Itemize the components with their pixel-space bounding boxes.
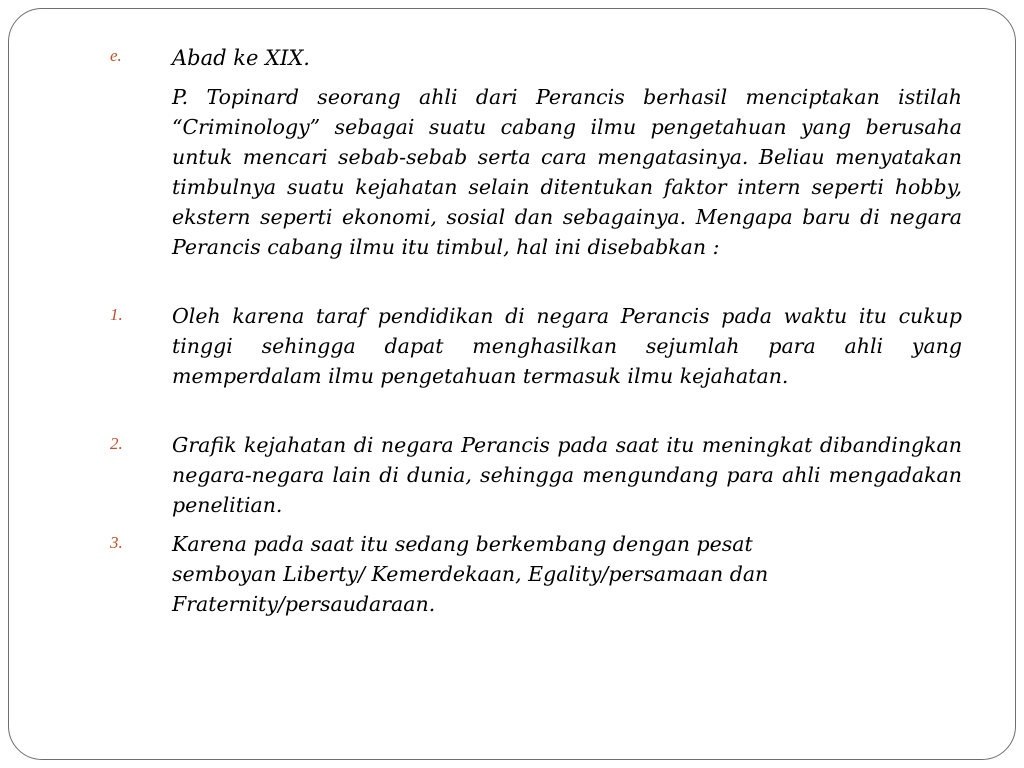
list-marker-2: 2. — [110, 434, 123, 453]
list-item-3-line-2: semboyan Liberty/ Kemerdekaan, Egality/persamaan dan — [172, 562, 769, 586]
section-paragraph: P. Topinard seorang ahli dari Perancis berhasil menciptakan istilah “Criminology” sebagai suatu cabang ilmu pengetahuan yang berusaha untuk mencari sebab-sebab serta cara mengatasinya. Beliau menyatakan timbulnya suatu kejahatan selain ditentukan faktor intern seperti hobby, ekstern seperti ekonomi, sosial dan sebagainya. Mengapa baru di negara Perancis cabang ilmu itu timbul, hal ini disebabkan : — [172, 85, 962, 259]
list-marker-3: 3. — [110, 533, 123, 552]
list-marker-1: 1. — [110, 305, 123, 324]
section-heading: Abad ke XIX. — [172, 46, 310, 70]
list-item-1: Oleh karena taraf pendidikan di negara Perancis pada waktu itu cukup tinggi sehingga dapat menghasilkan sejumlah para ahli yang memperdalam ilmu pengetahuan termasuk ilmu kejahatan. — [172, 304, 962, 388]
list-item-3-line-3: Fraternity/persaudaraan. — [172, 592, 436, 616]
list-item-2: Grafik kejahatan di negara Perancis pada saat itu meningkat dibandingkan negara-negara lain di dunia, sehingga mengundang para ahli mengadakan penelitian. — [172, 433, 962, 517]
list-item-3-line-1: Karena pada saat itu sedang berkembang dengan pesat — [172, 532, 753, 556]
list-marker-e: e. — [110, 46, 122, 65]
list-item-3 — [172, 529, 962, 619]
